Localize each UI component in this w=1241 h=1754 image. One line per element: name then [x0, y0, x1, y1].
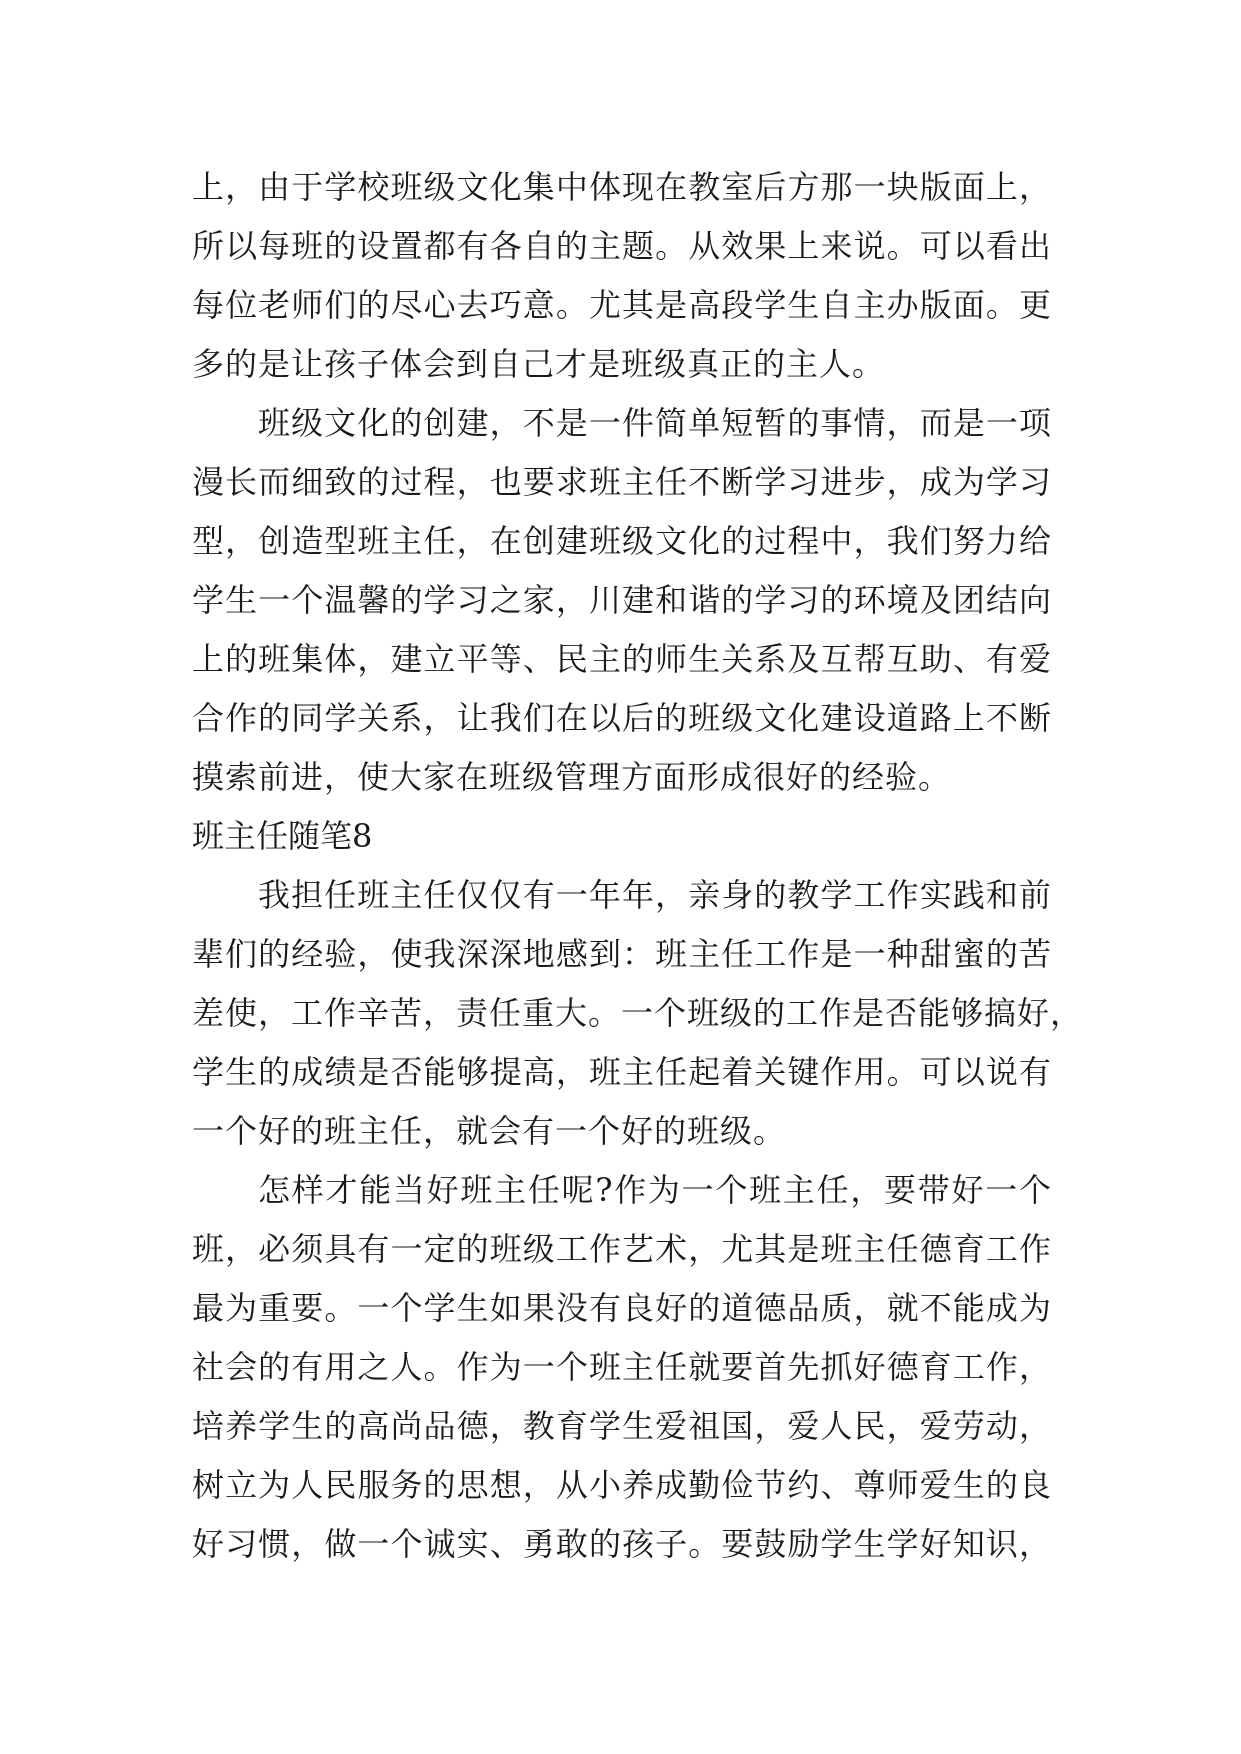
text-line-7: 型，创造型班主任，在创建班级文化的过程中，我们努力给 [192, 522, 1052, 560]
text-line-20: 最为重要。一个学生如果没有良好的道德品质，就不能成为 [192, 1289, 1052, 1327]
text-line-24: 好习惯，做一个诚实、勇敢的孩子。要鼓励学生学好知识， [192, 1525, 1052, 1563]
section-heading: 班主任随笔8 [192, 817, 373, 855]
text-line-6: 漫长而细致的过程，也要求班主任不断学习进步，成为学习 [192, 463, 1052, 501]
document-body [192, 158, 1084, 1574]
text-line-18: 怎样才能当好班主任呢?作为一个班主任，要带好一个 [258, 1171, 1052, 1209]
text-line-19: 班，必须具有一定的班级工作艺术，尤其是班主任德育工作 [192, 1230, 1052, 1268]
text-line-17: 一个好的班主任，就会有一个好的班级。 [192, 1112, 787, 1150]
text-line-9: 上的班集体，建立平等、民主的师生关系及互帮互助、有爱 [192, 640, 1052, 678]
text-line-14: 辈们的经验，使我深深地感到：班主任工作是一种甜蜜的苦 [192, 935, 1052, 973]
text-line-4: 多的是让孩子体会到自己才是班级真正的主人。 [192, 345, 886, 383]
text-line-5: 班级文化的创建，不是一件简单短暂的事情，而是一项 [258, 404, 1052, 442]
text-line-15: 差使，工作辛苦，责任重大。一个班级的工作是否能够搞好， [192, 994, 1084, 1032]
text-line-22: 培养学生的高尚品德，教育学生爱祖国，爱人民，爱劳动， [192, 1407, 1052, 1445]
text-line-8: 学生一个温馨的学习之家，川建和谐的学习的环境及团结向 [192, 581, 1052, 619]
text-line-1: 上，由于学校班级文化集中体现在教室后方那一块版面上， [192, 168, 1052, 206]
text-line-13: 我担任班主任仅仅有一年年，亲身的教学工作实践和前 [258, 876, 1052, 914]
text-line-2: 所以每班的设置都有各自的主题。从效果上来说。可以看出 [192, 227, 1052, 265]
text-line-10: 合作的同学关系，让我们在以后的班级文化建设道路上不断 [192, 699, 1052, 737]
text-line-23: 树立为人民服务的思想，从小养成勤俭节约、尊师爱生的良 [192, 1466, 1052, 1504]
text-line-16: 学生的成绩是否能够提高，班主任起着关键作用。可以说有 [192, 1053, 1052, 1091]
text-line-21: 社会的有用之人。作为一个班主任就要首先抓好德育工作， [192, 1348, 1052, 1386]
text-line-11: 摸索前进，使大家在班级管理方面形成很好的经验。 [192, 758, 952, 796]
text-line-3: 每位老师们的尽心去巧意。尤其是高段学生自主办版面。更 [192, 286, 1052, 324]
